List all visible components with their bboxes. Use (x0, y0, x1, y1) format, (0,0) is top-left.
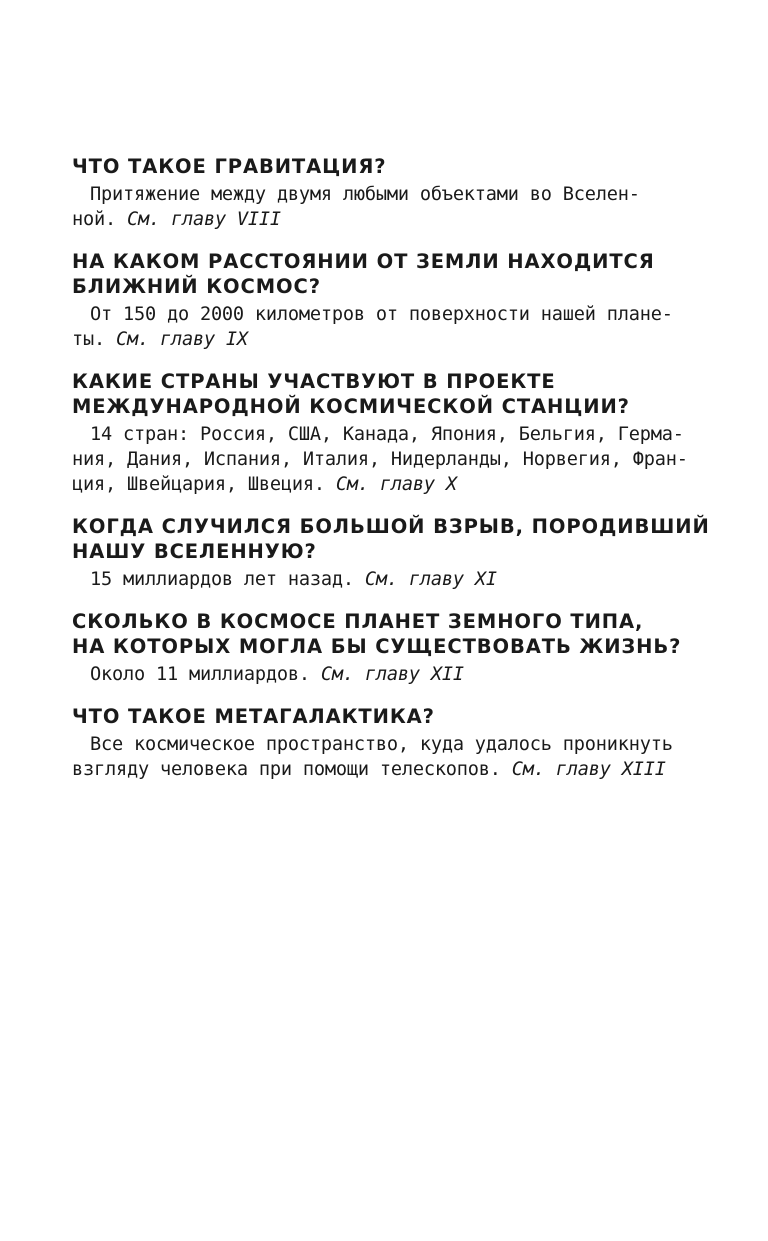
chapter-reference: См. главу X (335, 474, 457, 495)
answer-line-text: Около 11 миллиардов. (90, 664, 310, 685)
answer-text (72, 567, 672, 592)
answer-line (72, 757, 672, 782)
qa-entry (72, 369, 688, 497)
question-line: НА КАКОМ РАССТОЯНИИ ОТ ЗЕМЛИ НАХОДИТСЯ (72, 250, 655, 273)
question-line: КАКИЕ СТРАНЫ УЧАСТВУЮТ В ПРОЕКТЕ (72, 370, 556, 393)
answer-line-text: 14 стран: Россия, США, Канада, Япония, Бельгия, Герма- (90, 424, 684, 445)
chapter-reference: См. главу IX (115, 329, 248, 350)
chapter-reference: См. главу XI (364, 569, 497, 590)
chapter-reference: См. главу XIII (511, 759, 666, 780)
answer-line-text: От 150 до 2000 километров от поверхности нашей плане- (90, 304, 673, 325)
answer-line-text: Все космическое пространство, куда удалось проникнуть (90, 734, 673, 755)
answer-line-text: ция, Швейцария, Швеция. (72, 474, 325, 495)
question-heading (72, 369, 672, 419)
answer-line-text: ной. (72, 209, 116, 230)
answer-line (72, 472, 672, 497)
qa-entry (72, 514, 710, 592)
answer-line-text: ты. (72, 329, 105, 350)
question-line: МЕЖДУНАРОДНОЙ КОСМИЧЕСКОЙ СТАНЦИИ? (72, 395, 630, 418)
answer-line (90, 302, 672, 327)
answer-text (72, 662, 672, 687)
answer-line (72, 207, 672, 232)
chapter-reference: См. главу VIII (126, 209, 281, 230)
question-line: КОГДА СЛУЧИЛСЯ БОЛЬШОЙ ВЗРЫВ, ПОРОДИВШИЙ (72, 515, 710, 538)
answer-line-text: взгляду человека при помощи телескопов. (72, 759, 501, 780)
qa-entry (72, 249, 672, 352)
question-line: НА КОТОРЫХ МОГЛА БЫ СУЩЕСТВОВАТЬ ЖИЗНЬ? (72, 635, 682, 658)
question-line: ЧТО ТАКОЕ ГРАВИТАЦИЯ? (72, 155, 387, 178)
answer-line (72, 327, 672, 352)
question-line: СКОЛЬКО В КОСМОСЕ ПЛАНЕТ ЗЕМНОГО ТИПА, (72, 610, 644, 633)
question-heading (72, 154, 672, 179)
answer-text (72, 732, 672, 782)
qa-entry (72, 704, 672, 782)
answer-line (90, 182, 672, 207)
question-line: ЧТО ТАКОЕ МЕТАГАЛАКТИКА? (72, 705, 435, 728)
answer-line-text: 15 миллиардов лет назад. (90, 569, 354, 590)
answer-text (72, 182, 672, 232)
question-line: БЛИЖНИЙ КОСМОС? (72, 275, 321, 298)
qa-entry (72, 609, 682, 687)
qa-entry (72, 154, 672, 232)
answer-text (72, 422, 688, 497)
answer-line (90, 662, 672, 687)
answer-line (90, 422, 684, 447)
answer-line (90, 567, 672, 592)
question-heading (72, 249, 672, 299)
chapter-reference: См. главу XII (320, 664, 464, 685)
qa-list (72, 154, 710, 799)
question-line: НАШУ ВСЕЛЕННУЮ? (72, 540, 317, 563)
answer-line (72, 447, 688, 472)
question-heading (72, 514, 710, 564)
answer-line (90, 732, 672, 757)
answer-text (72, 302, 672, 352)
question-heading (72, 704, 672, 729)
answer-line-text: ния, Дания, Испания, Италия, Нидерланды, Норвегия, Фран- (72, 449, 688, 470)
question-heading (72, 609, 682, 659)
answer-line-text: Притяжение между двумя любыми объектами во Вселен- (90, 184, 640, 205)
